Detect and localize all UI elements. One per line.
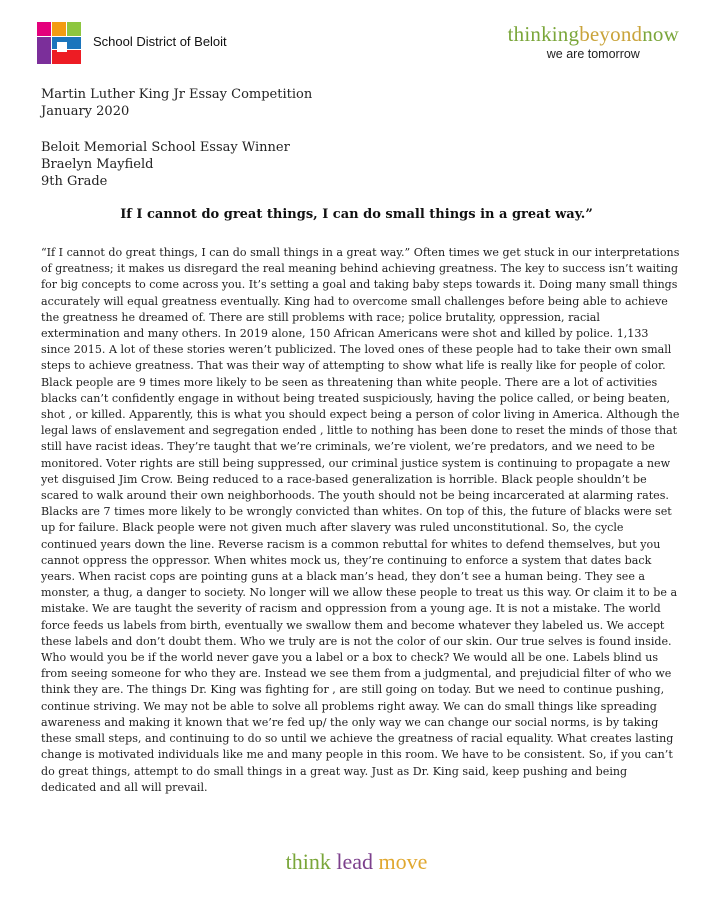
essay-line: for big concepts to come across you. It’s setting a goal and taking baby steps towards it. Doing many small things: [41, 278, 678, 292]
essay-line: up for failure. Black people were not given much after slavery was ruled unconstitutional. So, the cycle: [41, 521, 624, 535]
footer-word-move: move: [378, 849, 428, 874]
essay-line: “If I cannot do great things, I can do small things in a great way.” Often times we get stuck in our interpretations: [41, 246, 680, 259]
essay-line: years. When racist cops are pointing guns at a black man’s head, they don’t see a human being. They see a: [41, 570, 646, 584]
winner-info: [41, 139, 290, 190]
essay-line: these labels and don’t doubt them. Who we truly are is not the color of our skin. Our true selves is found inside.: [41, 634, 672, 648]
competition-info: [41, 86, 312, 120]
essay-line: legal laws of enslavement and segregation ended , little to nothing has been done to reset the minds of those that: [41, 424, 678, 438]
tagline-word-beyond: beyond: [579, 22, 643, 46]
essay-line: mistake. We are taught the severity of racism and oppression from a young age. It is not a mistake. The world: [41, 602, 661, 616]
logo-square-orange: [52, 22, 66, 36]
tagline-words: [508, 22, 679, 46]
footer-word-think: think: [285, 849, 331, 874]
tagline-word-now: now: [642, 22, 679, 46]
logo-square-white: [57, 42, 67, 52]
district-name: School District of Beloit: [93, 34, 227, 49]
essay-line: change is motivated individuals like me and many people in this room. We have to be consistent. So, if you can’t: [41, 748, 673, 762]
essay-line: blacks can’t confidently engage in without being treated suspiciously, having the police called, or being beaten,: [41, 391, 671, 405]
essay-line: cannot oppress the oppressor. When whites mock us, they’re continuing to enforce a system that dates back: [41, 553, 652, 567]
essay-line: since 2015. A lot of these stories weren’t publicized. The loved ones of these people had to take their own small: [41, 343, 672, 357]
winner-grade: 9th Grade: [41, 174, 108, 189]
essay-line: the greatness he dreamed of. There are still problems with race; police brutality, oppression, racial: [41, 310, 600, 324]
essay-line: monitored. Voter rights are still being suppressed, our criminal justice system is continuing to propagate a new: [41, 456, 671, 470]
essay-title: If I cannot do great things, I can do small things in a great way.”: [120, 207, 593, 222]
essay-line: extermination and many others. In 2019 alone, 150 African Americans were shot and killed by police. 1,133: [41, 327, 649, 341]
essay-line: continue striving. We may not be able to solve all problems right away. We can do small things like spreading: [41, 699, 657, 713]
tagline: [508, 22, 679, 61]
logo-square-green: [67, 22, 81, 36]
tagline-word-thinking: thinking: [507, 22, 580, 46]
logo-square-red: [52, 50, 81, 64]
essay-line: from seeing someone for who they are. Instead we see them from a judgmental, and prejudicial filter of who we: [41, 667, 672, 681]
footer-word-lead: lead: [336, 849, 373, 874]
winner-name: Braelyn Mayfield: [41, 157, 154, 172]
essay-line: awareness and making it known that we’re fed up/ the only way we can change our social norms, is by taking: [41, 715, 659, 729]
logo-square-purple: [37, 37, 51, 64]
essay-line: force feeds us labels from birth, eventually we swallow them and become whatever they labeled us. We accept: [41, 618, 665, 632]
essay-line: of greatness; it makes us disregard the real meaning behind achieving greatness. The key to success isn’t waiting: [41, 262, 679, 276]
essay-line: monster, a thug, a danger to society. No longer will we allow these people to treat us this way. Or claim it to be a: [41, 586, 678, 600]
essay-line: dedicated and all will prevail.: [41, 780, 208, 794]
essay-line: these small steps, and continuing to do so until we achieve the greatness of racial equality. What creates lasting: [41, 732, 674, 746]
essay-line: Blacks are 7 times more likely to be wrongly convicted than whites. On top of this, the future of blacks were set: [41, 505, 672, 519]
logo-square-magenta: [37, 22, 51, 36]
essay-line: do great things, attempt to do small things in a great way. Just as Dr. King said, keep pushing and being: [41, 764, 628, 778]
essay-line: Who would you be if the world never gave you a label or a box to check? We would all be one. Labels blind us: [41, 651, 659, 665]
essay-line: accurately will equal greatness eventually. King had to overcome small challenges before being able to achieve: [41, 294, 668, 308]
competition-date: January 2020: [41, 104, 130, 119]
essay-line: steps to achieve greatness. That was their way of attempting to show what life is really like for people of color.: [41, 359, 666, 373]
district-logo: [37, 22, 81, 64]
essay-line: shot , or killed. Apparently, this is what you should expect being a person of color living in America. Although the: [41, 408, 680, 422]
essay-line: yet disguised Jim Crow. Being reduced to a race-based generalization is horrible. Black people shouldn’t be: [41, 472, 647, 486]
essay-line: still have racist ideas. They’re taught that we’re criminals, we’re violent, we’re predators, and we need to be: [41, 440, 655, 454]
essay-line: continued years down the line. Reverse racism is a common rebuttal for whites to defend themselves, but you: [41, 537, 661, 551]
essay-body: [41, 245, 681, 796]
footer-slogan: [0, 849, 713, 875]
essay-line: Black people are 9 times more likely to be seen as threatening than white people. There are a lot of activities: [41, 375, 658, 389]
tagline-subtitle: we are tomorrow: [546, 47, 640, 61]
essay-line: think they are. The things Dr. King was fighting for , are still going on today. But we need to continue pushing,: [41, 683, 665, 697]
winner-school: Beloit Memorial School Essay Winner: [41, 140, 290, 155]
essay-line: scared to walk around their own neighborhoods. The youth should not be being incarcerated at alarming rates.: [41, 489, 669, 503]
competition-title: Martin Luther King Jr Essay Competition: [41, 87, 313, 102]
